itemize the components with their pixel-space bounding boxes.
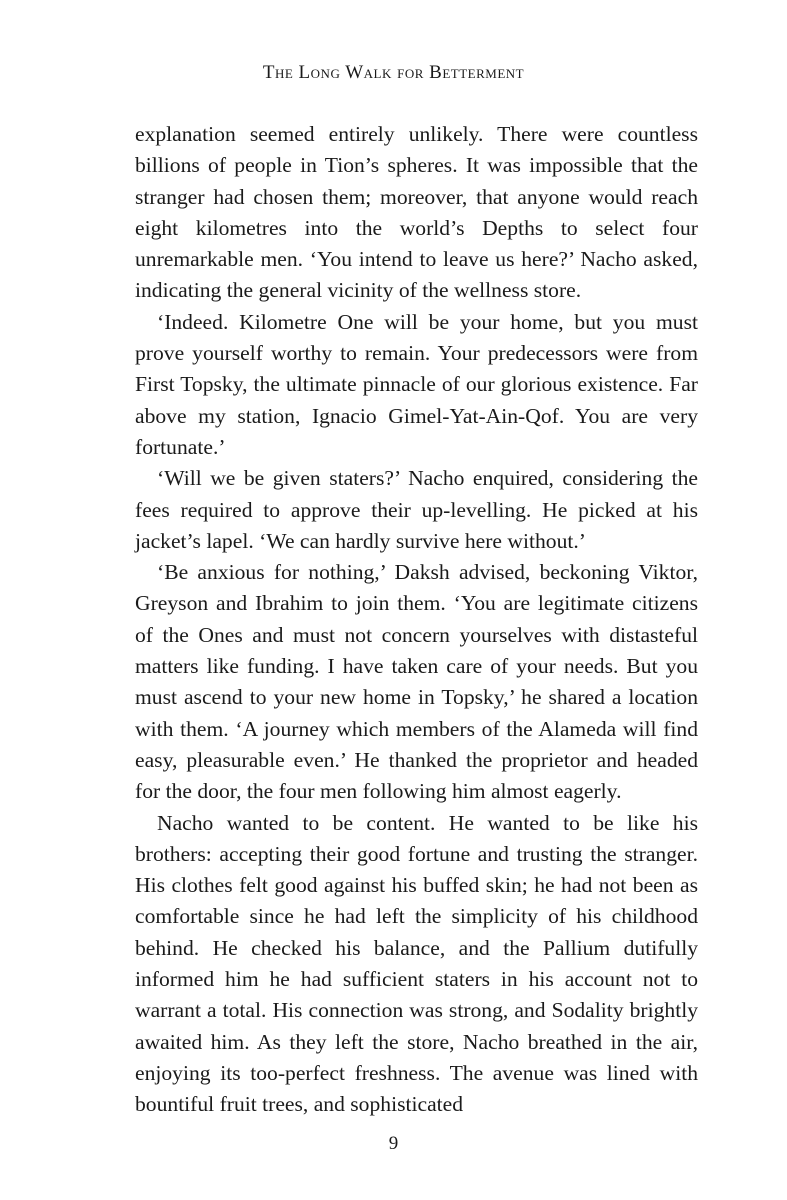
page-number: 9 (388, 1133, 399, 1154)
paragraph: ‘Be anxious for nothing,’ Daksh advised, beckoning Viktor, Greyson and Ibrahim to join them. ‘You are legitimate citizens of the Ones and must not concern yourselves with distasteful matters like funding. I have taken care of your needs. But you must ascend to your new home in Topsky,’ he shared a location with them. ‘A journey which members of the Alameda will find easy, pleasurable even.’ He thanked the proprietor and headed for the door, the four men following him almost eagerly. (135, 560, 698, 804)
paragraph: Nacho wanted to be content. He wanted to be like his brothers: accepting their good fortune and trusting the stranger. His clothes felt good against his buffed skin; he had not been as comfortable since he had left the simplicity of his childhood behind. He checked his balance, and the Pallium dutifully informed him he had sufficient staters in his account not to warrant a total. His connection was strong, and Sodality brightly awaited him. As they left the store, Nacho breathed in the air, enjoying its too-perfect freshness. The avenue was lined with bountiful fruit trees, and sophisticated (135, 810, 698, 1117)
paragraph: ‘Will we be given staters?’ Nacho enquired, considering the fees required to approve their up-levelling. He picked at his jacket’s lapel. ‘We can hardly survive here without.’ (135, 466, 698, 553)
running-head: The Long Walk for Betterment (262, 62, 525, 83)
body-text (135, 119, 698, 1121)
paragraph: ‘Indeed. Kilometre One will be your home, but you must prove yourself worthy to remain. Your predecessors were from First Topsky, the ultimate pinnacle of our glorious existence. Far above my station, Ignacio Gimel-Yat-Ain-Qof. You are very fortunate.’ (135, 309, 698, 459)
paragraph: explanation seemed entirely unlikely. There were countless billions of people in Tion’s spheres. It was impossible that the stranger had chosen them; moreover, that anyone would reach eight kilometres into the world’s Depths to select four unremarkable men. ‘You intend to leave us here?’ Nacho asked, indicating the general vicinity of the wellness store. (135, 122, 698, 303)
